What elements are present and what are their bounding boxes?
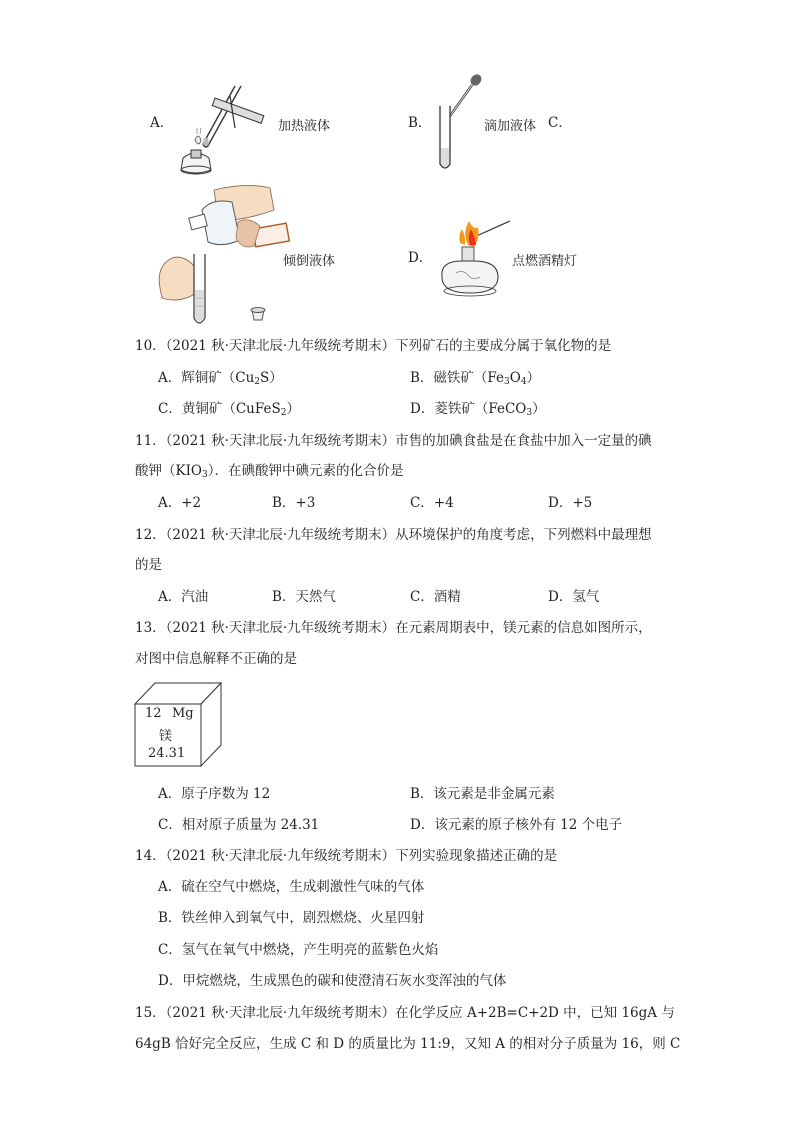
q11-stem-line1: 11．（2021 秋·天津北辰·九年级统考期末）市售的加碘食盐是在食盐中加入一定量的碘 [135,433,652,449]
q10-stem: 10．（2021 秋·天津北辰·九年级统考期末）下列矿石的主要成分属于氧化物的是 [135,338,612,354]
option-b-caption: 滴加液体 [484,119,537,134]
q13-stem-line2: 对图中信息解释不正确的是 [135,651,297,667]
q12-option-a: A．汽油 [158,589,209,605]
q10-option-a: A．辉铜矿$(Cu_2S)$ [158,370,283,387]
q11-option-b: B．+3 [272,495,316,511]
q14-option-b: B．铁丝伸入到氧气中，剧烈燃烧、火星四射 [158,910,425,926]
option-d-caption: 点燃酒精灯 [512,254,578,269]
q13-option-c: C．相对原子质量为 24.31 [158,817,320,833]
q12-option-d: D．氢气 [548,589,600,605]
element-symbol: Mg [172,706,194,721]
option-c-caption: 倾倒液体 [283,254,336,269]
q14-option-c: C．氢气在氧气中燃烧，产生明亮的蓝紫色火焰 [158,942,439,958]
q13-option-d: D．该元素的原子核外有 12 个电子 [410,817,623,833]
q12-stem-line2: 的是 [135,557,162,573]
q12-option-c: C．酒精 [410,589,461,605]
element-atomic-mass: 24.31 [148,746,186,761]
option-b-letter: B． [408,115,432,131]
q13-stem-line1: 13．（2021 秋·天津北辰·九年级统考期末）在元素周期表中，镁元素的信息如图所示， [135,620,652,636]
q12-stem-line1: 12．（2021 秋·天津北辰·九年级统考期末）从环境保护的角度考虑，下列燃料中最理想 [135,527,652,543]
q12-option-b: B．天然气 [272,589,336,605]
q14-option-d: D．甲烷燃烧，生成黑色的碳和使澄清石灰水变浑浊的气体 [158,973,507,989]
q15-stem-line2: 64gB 恰好完全反应，生成 C 和 D 的质量比为 11:9，又知 A 的相对分子质量为 16，则 C [135,1036,681,1052]
option-a-letter: A． [150,115,174,131]
option-d-letter: D． [408,250,433,266]
q15-stem-line1: 15．（2021 秋·天津北辰·九年级统考期末）在化学反应 A+2B=C+2D 中，已知 16gA 与 [135,1005,675,1021]
pouring-liquid-illustration [152,180,277,330]
q13-option-a: A．原子序数为 12 [158,786,271,802]
q11-option-c: C．+4 [410,495,454,511]
q10-option-d: D．菱铁矿（FeCO$_3$） [410,401,546,418]
lighting-alcohol-lamp-illustration [432,215,512,300]
element-name: 镁 [159,729,173,744]
option-c-letter: C． [548,115,572,131]
q14-stem: 14．（2021 秋·天津北辰·九年级统考期末）下列实验现象描述正确的是 [135,848,558,864]
option-a-caption: 加热液体 [278,119,331,134]
q10-option-c: C．黄铜矿（CuFeS$_2$） [158,401,300,418]
dropping-liquid-illustration [435,72,485,182]
q14-option-a: A．硫在空气中燃烧，生成刺激性气味的气体 [158,879,425,895]
q11-option-a: A．+2 [158,495,202,511]
q11-stem-line2: 酸钾$(KIO_3)$．在碘酸钾中碘元素的化合价是 [135,463,404,480]
heating-liquid-illustration [175,78,280,176]
q11-option-d: D．+5 [548,495,593,511]
q13-option-b: B．该元素是非金属元素 [410,786,555,802]
element-atomic-number: 12 [145,706,162,721]
q10-option-b: B．磁铁矿$(Fe_3O_4)$ [410,370,541,387]
